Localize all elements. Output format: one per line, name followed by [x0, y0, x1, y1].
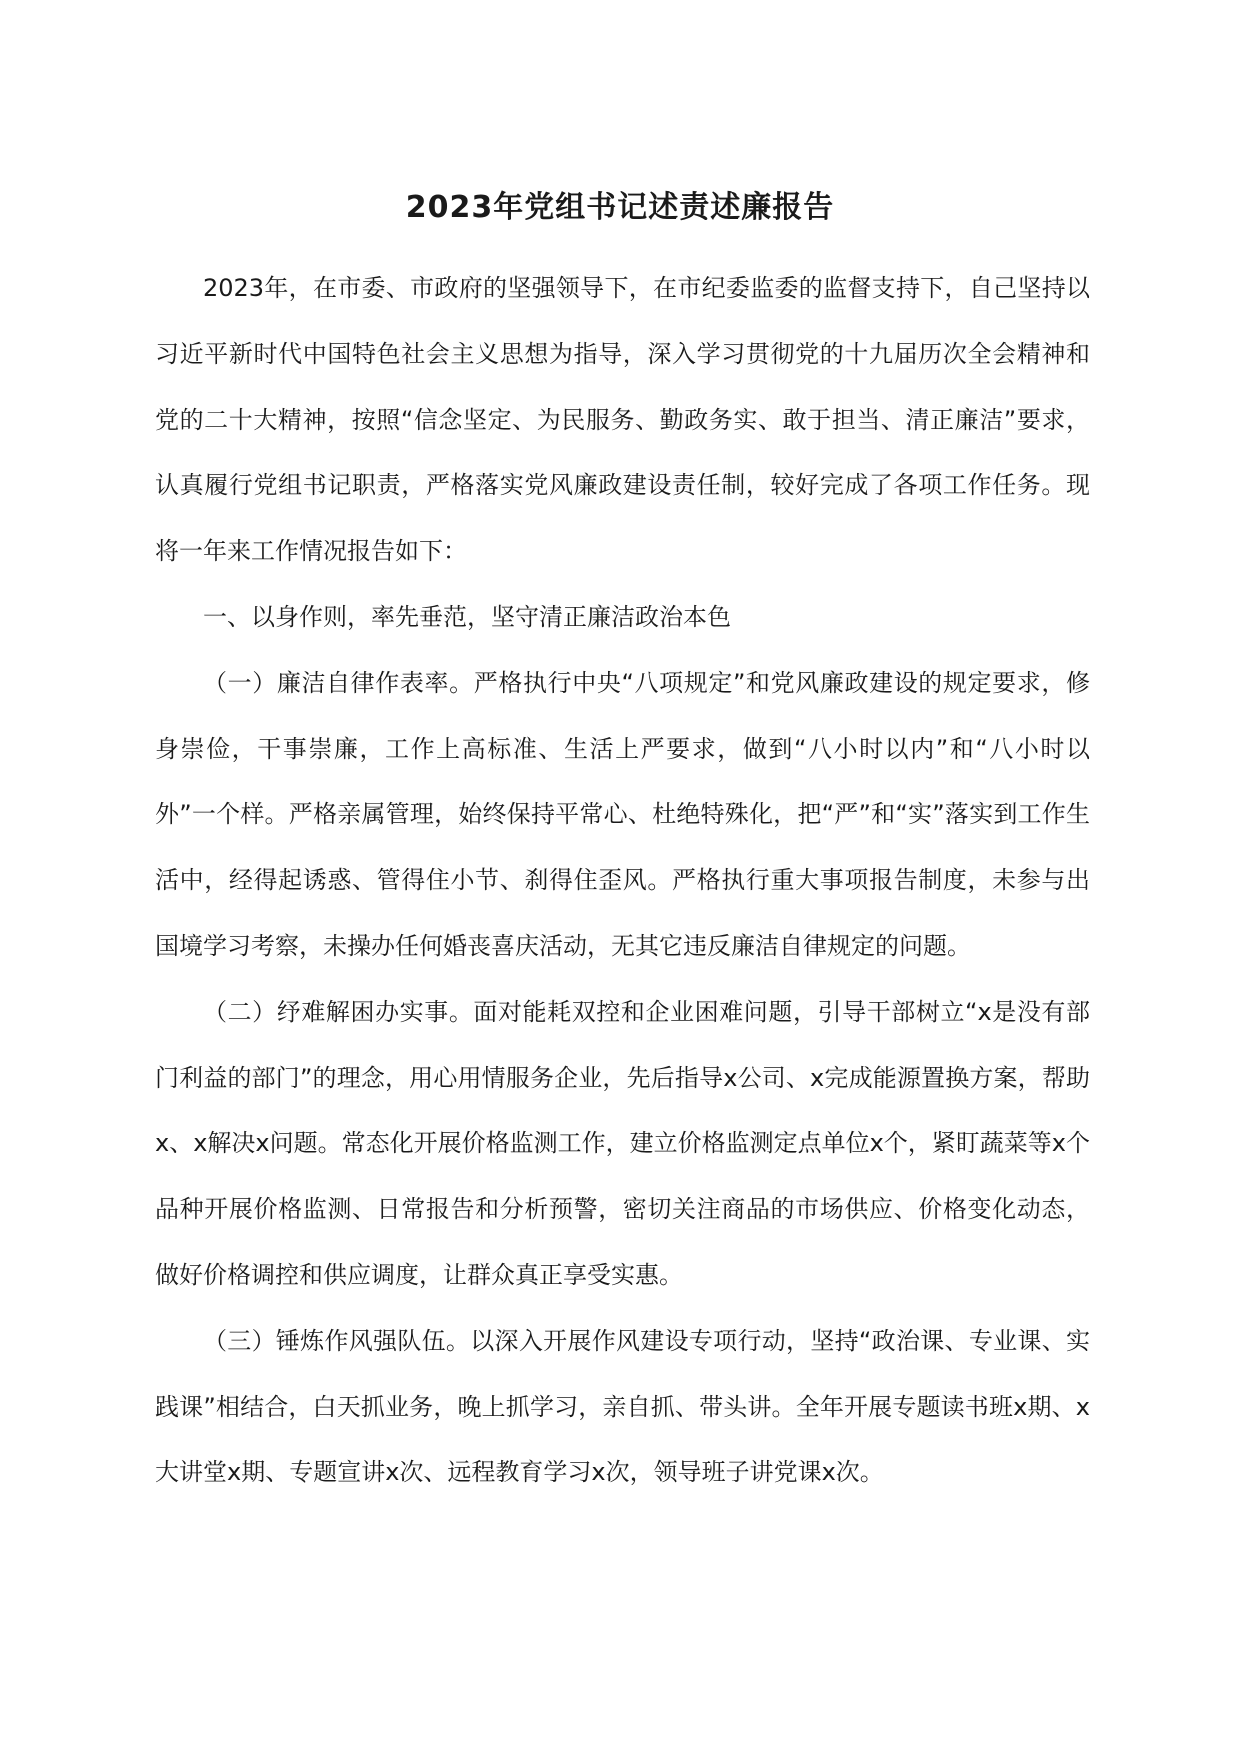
section-heading-1: 一、以身作则，率先垂范，坚守清正廉洁政治本色 [203, 602, 731, 631]
paragraph-subsection-2: （二）纾难解困办实事。面对能耗双控和企业困难问题，引导干部树立“x是没有部门利益的部门”的理念，用心用情服务企业，先后指导x公司、x完成能源置换方案，帮助x、x解决x问题。常态化开展价格监测工作，建立价格监测定点单位x个，紧盯蔬菜等x个品种开展价格监测、日常报告和分析预警，密切关注商品的市场供应、价格变化动态，做好价格调控和供应调度，让群众真正享受实惠。 [155, 997, 1091, 1289]
paragraph-subsection-1: （一）廉洁自律作表率。严格执行中央“八项规定”和党风廉政建设的规定要求，修身崇俭，干事崇廉，工作上高标准、生活上严要求，做到“八小时以内”和“八小时以外”一个样。严格亲属管理，始终保持平常心、杜绝特殊化，把“严”和“实”落实到工作生活中，经得起诱惑、管得住小节、刹得住歪风。严格执行重大事项报告制度，未参与出国境学习考察，未操办任何婚丧喜庆活动，无其它违反廉洁自律规定的问题。 [155, 668, 1090, 960]
paragraph-intro: 2023年，在市委、市政府的坚强领导下，在市纪委监委的监督支持下，自己坚持以习近平新时代中国特色社会主义思想为指导，深入学习贯彻党的十九届历次全会精神和党的二十大精神，按照“信念坚定、为民服务、勤政务实、敢于担当、清正廉洁”要求，认真履行党组书记职责，严格落实党风廉政建设责任制，较好完成了各项工作任务。现将一年来工作情况报告如下： [155, 274, 1090, 566]
document-body [155, 256, 1090, 1506]
document-title: 2023年党组书记述责述廉报告 [405, 190, 835, 225]
paragraph-subsection-3: （三）锤炼作风强队伍。以深入开展作风建设专项行动，坚持“政治课、专业课、实践课”相结合，白天抓业务，晚上抓学习，亲自抓、带头讲。全年开展专题读书班x期、x大讲堂x期、专题宣讲x次、远程教育学习x次，领导班子讲党课x次。 [155, 1326, 1090, 1487]
